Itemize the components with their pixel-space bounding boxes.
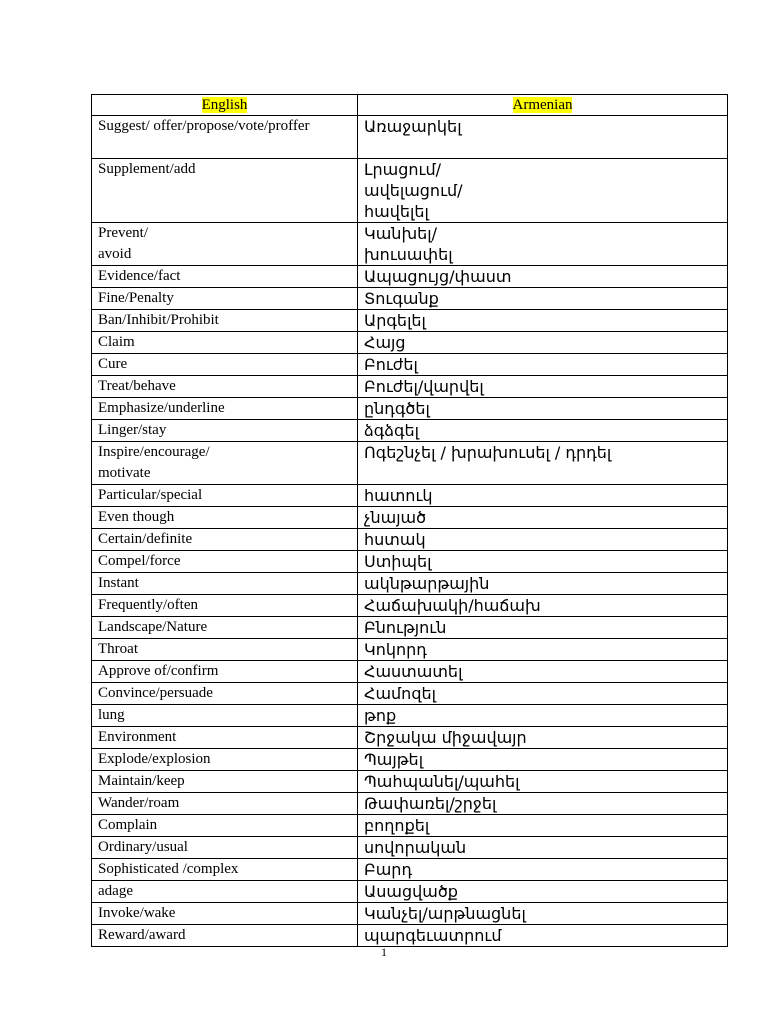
table-row (92, 266, 728, 288)
armenian-term: ձգձգել (358, 420, 728, 442)
armenian-term: Ասացվածք (358, 881, 728, 903)
table-row (92, 793, 728, 815)
english-term: Linger/stay (92, 420, 358, 442)
table-row (92, 442, 728, 485)
english-term: Suggest/ offer/propose/vote/proffer (92, 116, 358, 159)
armenian-term: Արգելել (358, 310, 728, 332)
armenian-header-label: Armenian (512, 97, 573, 113)
table-row (92, 815, 728, 837)
table-row (92, 573, 728, 595)
armenian-term: Հաճախակի/հաճախ (358, 595, 728, 617)
armenian-term: Կոկորդ (358, 639, 728, 661)
english-term: Instant (92, 573, 358, 595)
armenian-term: Թափառել/շրջել (358, 793, 728, 815)
english-column-header (92, 95, 358, 116)
table-row (92, 837, 728, 859)
armenian-term: Հաստատել (358, 661, 728, 683)
table-row (92, 903, 728, 925)
english-term: Supplement/add (92, 159, 358, 223)
table-row (92, 639, 728, 661)
armenian-term: Համոզել (358, 683, 728, 705)
table-row (92, 288, 728, 310)
english-term: Approve of/confirm (92, 661, 358, 683)
english-term: Maintain/keep (92, 771, 358, 793)
armenian-term: Բուժել (358, 354, 728, 376)
page-number: 1 (381, 945, 387, 959)
english-term: Complain (92, 815, 358, 837)
english-term: Cure (92, 354, 358, 376)
table-row (92, 310, 728, 332)
table-row (92, 749, 728, 771)
table-row (92, 551, 728, 573)
table-row (92, 529, 728, 551)
armenian-term: Բարդ (358, 859, 728, 881)
table-header (92, 95, 728, 116)
armenian-term: Պայթել (358, 749, 728, 771)
english-term: Convince/persuade (92, 683, 358, 705)
vocabulary-table (91, 94, 728, 947)
table-row (92, 727, 728, 749)
english-term: Frequently/often (92, 595, 358, 617)
armenian-term: Առաջարկել (358, 116, 728, 159)
table-row (92, 881, 728, 903)
english-term: Inspire/encourage/ motivate (92, 442, 358, 485)
table-row (92, 661, 728, 683)
table-row (92, 354, 728, 376)
armenian-column-header (358, 95, 728, 116)
armenian-term: Ոգեշնչել / խրախուսել / դրդել (358, 442, 728, 485)
english-term: Ordinary/usual (92, 837, 358, 859)
english-term: Invoke/wake (92, 903, 358, 925)
armenian-term: Տուգանք (358, 288, 728, 310)
english-term: Environment (92, 727, 358, 749)
table-row (92, 223, 728, 266)
table-row (92, 376, 728, 398)
table-row (92, 705, 728, 727)
table-row (92, 420, 728, 442)
table-row (92, 925, 728, 947)
english-term: Prevent/ avoid (92, 223, 358, 266)
table-row (92, 485, 728, 507)
armenian-term: թոք (358, 705, 728, 727)
table-row (92, 683, 728, 705)
table-row (92, 398, 728, 420)
armenian-term: Լրացում/ ավելացում/ հավելել (358, 159, 728, 223)
table-row (92, 507, 728, 529)
table-row (92, 859, 728, 881)
english-term: Wander/roam (92, 793, 358, 815)
armenian-term: ընդգծել (358, 398, 728, 420)
armenian-term: Բուժել/վարվել (358, 376, 728, 398)
armenian-term: Կանխել/ խուսափել (358, 223, 728, 266)
table-row (92, 159, 728, 223)
armenian-term: Ստիպել (358, 551, 728, 573)
armenian-term: սովորական (358, 837, 728, 859)
armenian-term: Հայց (358, 332, 728, 354)
english-term: Particular/special (92, 485, 358, 507)
armenian-term: հստակ (358, 529, 728, 551)
table-row (92, 116, 728, 159)
armenian-term: ակնթարթային (358, 573, 728, 595)
english-term: Emphasize/underline (92, 398, 358, 420)
english-term: Sophisticated /complex (92, 859, 358, 881)
english-term: Landscape/Nature (92, 617, 358, 639)
english-term: Even though (92, 507, 358, 529)
english-term: Throat (92, 639, 358, 661)
table-row (92, 617, 728, 639)
english-term: Compel/force (92, 551, 358, 573)
english-term: Evidence/fact (92, 266, 358, 288)
english-term: Ban/Inhibit/Prohibit (92, 310, 358, 332)
header-row (92, 95, 728, 116)
armenian-term: Կանչել/արթնացնել (358, 903, 728, 925)
armenian-term: Ապացույց/փաստ (358, 266, 728, 288)
table-body (92, 116, 728, 947)
armenian-term: հատուկ (358, 485, 728, 507)
armenian-term: Բնություն (358, 617, 728, 639)
armenian-term: պարգեւատրում (358, 925, 728, 947)
armenian-term: Շրջակա միջավայր (358, 727, 728, 749)
table-row (92, 771, 728, 793)
english-term: Certain/definite (92, 529, 358, 551)
armenian-term: բողոքել (358, 815, 728, 837)
table-row (92, 332, 728, 354)
english-term: Reward/award (92, 925, 358, 947)
english-term: Explode/explosion (92, 749, 358, 771)
english-header-label: English (201, 97, 248, 113)
table-row (92, 595, 728, 617)
armenian-term: Պահպանել/պահել (358, 771, 728, 793)
armenian-term: չնայած (358, 507, 728, 529)
english-term: Treat/behave (92, 376, 358, 398)
english-term: lung (92, 705, 358, 727)
english-term: Fine/Penalty (92, 288, 358, 310)
english-term: Claim (92, 332, 358, 354)
english-term: adage (92, 881, 358, 903)
